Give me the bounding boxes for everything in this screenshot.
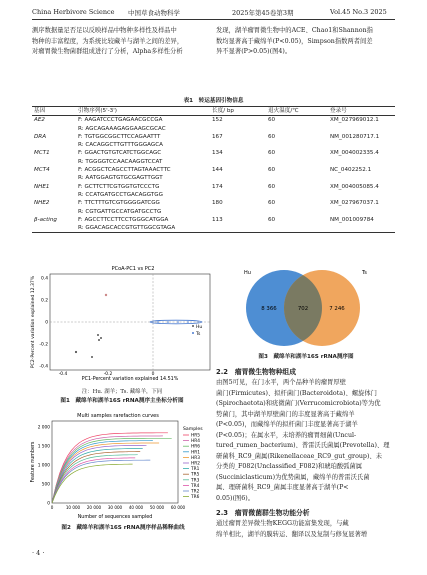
pca-ytick-label: -0.4 xyxy=(39,364,48,370)
gene-cell-empty xyxy=(32,125,76,133)
primer-reverse-cell: R: CGTGATTGCCATGATGCCTG xyxy=(78,208,162,215)
pca-point-hu xyxy=(105,294,107,296)
table1-caption: 表1 转运基因引物信息 xyxy=(183,98,244,104)
empty-cell xyxy=(266,158,328,166)
empty-cell xyxy=(328,208,395,216)
empty-cell xyxy=(210,224,266,233)
primer-forward-cell: F: AAGATCCCTGAGAACGCCGA xyxy=(78,117,163,124)
temp-cell: 60 xyxy=(268,117,276,124)
primer-reverse-cell: R: CCATGATGCCTGACAGGTGG xyxy=(78,191,163,198)
primer-reverse-cell: R: CACAGGCTTGTTTGGGAGCA xyxy=(78,142,163,149)
pca-ytick-label: 0.2 xyxy=(41,298,48,304)
col-header-gene: 基因 xyxy=(32,107,76,116)
pca-legend-ts: Ts xyxy=(196,332,201,337)
pca-caption: 图1 藏绵羊和湖羊16S rRNA测序主坐标分析图 xyxy=(60,398,184,404)
accession-cell: XM_004002335.4 xyxy=(330,150,379,157)
empty-cell xyxy=(328,224,395,233)
accession-cell: XM_027969012.1 xyxy=(330,117,379,124)
pca-hu-points xyxy=(75,294,107,358)
empty-cell xyxy=(210,125,266,133)
table-row xyxy=(32,141,395,149)
empty-cell xyxy=(266,191,328,199)
rarefaction-plot xyxy=(28,410,214,520)
rarefaction-ylabel: Feature numbers xyxy=(31,441,36,483)
pca-title: PCoA-PC1 vs PC2 xyxy=(111,266,155,272)
gene-cell: MCT1 xyxy=(34,150,50,157)
top-right-paragraph: 发现，湖羊瘤胃微生物中的ACE、Chao1和Shannon指 数均显著高于藏绵羊(P<0.05)，Simpson指数两者间差 异不显著(P>0.05)(图4)。 xyxy=(216,27,373,55)
table-row xyxy=(32,208,395,216)
rarefaction-xtick-label: 10 000 xyxy=(65,505,81,510)
temp-cell: 60 xyxy=(268,150,276,157)
rarefaction-legend-label: TR5 xyxy=(191,472,200,478)
rarefaction-legend-label: HR3 xyxy=(191,455,200,461)
rarefaction-caption: 图2 藏绵羊和湖羊16S rRNA测序样品稀释曲线 xyxy=(61,525,185,531)
pca-note: 注：Hu. 湖羊；Ts. 藏绵羊，下同 xyxy=(81,389,163,395)
primer-forward-cell: F: TGTGGCGGCTTCCAGAATTT xyxy=(78,133,161,140)
gene-cell-empty xyxy=(32,224,76,233)
rarefaction-legend-label: HR1 xyxy=(191,450,200,456)
pca-ytick-label: 0.4 xyxy=(41,276,48,282)
length-cell: 152 xyxy=(212,117,223,124)
empty-cell xyxy=(328,158,395,166)
pca-frame xyxy=(50,274,210,370)
venn-caption: 图3 藏绵羊和湖羊16S rRNA测序图 xyxy=(258,354,354,360)
section-2-3-body: 通过瘤胃差异微生物KEGG功能富集发现，与藏 绵羊相比，湖羊的膜转运、翻译以及复制与修复显著增 xyxy=(216,520,368,538)
rarefaction-legend-label: TR2 xyxy=(191,489,200,495)
pca-point-ts xyxy=(187,321,189,323)
accession-cell: NM_001280717.1 xyxy=(330,133,380,140)
table-row xyxy=(32,116,395,125)
pca-xtick-label: -0.2 xyxy=(103,372,113,377)
empty-cell xyxy=(328,191,395,199)
table-row xyxy=(32,191,395,199)
empty-cell xyxy=(328,125,395,133)
temp-cell: 60 xyxy=(268,216,276,223)
gene-cell-empty xyxy=(32,208,76,216)
issue-cn: 2025年第45卷第3期 xyxy=(232,9,294,17)
empty-cell xyxy=(266,125,328,133)
pca-point-hu xyxy=(98,339,100,341)
rarefaction-legend-label: HR4 xyxy=(191,439,200,445)
table-row xyxy=(32,224,395,233)
rarefaction-legend-label: HR5 xyxy=(191,433,200,439)
rarefaction-legend-label: TR3 xyxy=(191,478,200,484)
empty-cell xyxy=(266,224,328,233)
accession-cell: XM_027967037.1 xyxy=(330,200,379,207)
table-row xyxy=(32,133,395,141)
primer-table xyxy=(32,106,395,233)
section-2-2-body: 由图5可见，在门水平，两个品种羊的瘤胃厚壁 菌门(Firmicutes)、拟杆菌门(Bacteroidota)、螺旋体门 (Spirochaetota)和疣微菌门(Verrucomicrobiota)等为优 势菌门，其中湖羊厚壁菌门的丰度显著高于藏绵羊 (P<0.05)，而藏绵羊的拟杆菌门丰度显著高于湖羊 (P<0.05)；在属水平，未培养的瘤胃细菌(Uncul- tured_rumen_bacterium)、普雷沃氏菌属(Prevotella)、理 研菌科_RC9_菌属(Rikenellaceae_RC9_gut_group)、未 分类的_F082(Unclassified_F082)和琥珀酸弧菌属 (Succiniclasticum)为优势菌属，藏绵羊的普雷沃氏菌 属、理研菌科_RC9_菌属丰度显著高于湖羊(P< 0.05)(图6)。 xyxy=(216,379,390,502)
empty-cell xyxy=(266,208,328,216)
pca-legend-ts-marker xyxy=(192,332,194,334)
pca-xtick-label: -0.4 xyxy=(58,372,68,377)
pca-xtick-label: 0 xyxy=(151,372,155,377)
pca-point-ts xyxy=(167,321,169,323)
primer-reverse-cell: R: AATGGAGTGTGCGAGTTGGT xyxy=(78,175,163,182)
empty-cell xyxy=(266,141,328,149)
pca-legend-hu: Hu xyxy=(196,325,203,330)
empty-cell xyxy=(266,174,328,182)
rarefaction-ytick-label: 0 xyxy=(47,501,50,507)
rarefaction-legend-label: HR2 xyxy=(191,461,200,467)
rarefaction-ytick-label: 2 000 xyxy=(37,425,50,431)
empty-cell xyxy=(210,191,266,199)
venn-shared-count: 702 xyxy=(297,306,309,312)
table-row xyxy=(32,216,395,224)
primer-forward-cell: F: AGCCTTCCTTCCTGGGCATGGA xyxy=(78,216,169,223)
pca-point-hu xyxy=(91,356,93,358)
venn-label-hu: Hu xyxy=(244,270,251,276)
rarefaction-title: Multi samples rarefaction curves xyxy=(77,413,159,419)
rarefaction-xtick-label: 60 000 xyxy=(170,505,186,510)
pca-point-hu xyxy=(97,334,99,336)
length-cell: 180 xyxy=(212,200,223,207)
rarefaction-legend-label: TR4 xyxy=(191,483,200,489)
gene-cell: NHE1 xyxy=(34,183,50,190)
rarefaction-curve xyxy=(52,443,159,503)
rarefaction-curve xyxy=(52,460,150,503)
rarefaction-xtick-label: 0 xyxy=(50,505,54,510)
empty-cell xyxy=(210,141,266,149)
table-row xyxy=(32,149,395,157)
venn-right-count: 7 246 xyxy=(329,306,345,312)
gene-cell: β-acting xyxy=(34,216,57,223)
pca-point-ts xyxy=(157,321,159,323)
rarefaction-xtick-label: 30 000 xyxy=(107,505,123,510)
journal-name-en: China Herbivore Science xyxy=(32,8,115,16)
col-header-accession: 登录号 xyxy=(328,107,395,116)
table-row xyxy=(32,174,395,182)
col-header-primer: 引物序列(5'-3') xyxy=(76,107,210,116)
primer-reverse-cell: R: AGCAGAAAGAGGAAGCGCAC xyxy=(78,125,166,132)
empty-cell xyxy=(328,174,395,182)
pca-legend-hu-marker xyxy=(192,325,194,327)
rarefaction-xtick-label: 40 000 xyxy=(128,505,144,510)
rarefaction-legend-label: HR6 xyxy=(191,444,200,450)
empty-cell xyxy=(210,208,266,216)
length-cell: 144 xyxy=(212,167,223,174)
journal-name-cn: 中国草食动物科学 xyxy=(128,9,180,17)
pca-legend xyxy=(192,324,202,337)
gene-cell: MCT4 xyxy=(34,167,50,174)
header-rule xyxy=(32,19,395,20)
gene-cell: DRA xyxy=(34,133,47,140)
gene-cell-empty xyxy=(32,141,76,149)
rarefaction-legend-title: Samples xyxy=(183,427,203,432)
page-number: · 4 · xyxy=(32,549,45,557)
col-header-temp: 退火温度/℃ xyxy=(266,107,328,116)
rarefaction-legend-label: TR1 xyxy=(191,467,200,473)
rarefaction-ytick-label: 1 500 xyxy=(37,444,50,450)
primer-forward-cell: F: ACGGCTCAGCCTTAGTAAACTTC xyxy=(78,167,171,174)
rarefaction-ytick-label: 500 xyxy=(41,482,50,488)
table-row xyxy=(32,125,395,133)
venn-diagram xyxy=(214,262,396,350)
empty-cell xyxy=(210,174,266,182)
primer-reverse-cell: R: TGGGGTCCAACAAGGTCCAT xyxy=(78,158,163,165)
rarefaction-ytick-label: 1 000 xyxy=(37,463,50,469)
gene-cell-empty xyxy=(32,158,76,166)
table-row xyxy=(32,183,395,191)
gene-cell: AE2 xyxy=(34,117,45,124)
rarefaction-xtick-label: 20 000 xyxy=(86,505,102,510)
top-left-paragraph: 测序数据量足否足以反映样品中物种多样性及样品中 物种的丰富程度，为系统比较藏羊与湖羊之间的差异， 对瘤胃微生物菌群组成进行了分析，Alpha多样性分析 xyxy=(32,27,184,55)
col-header-length: 长度/ bp xyxy=(210,107,266,116)
issue-en: Vol.45 No.3 2025 xyxy=(330,8,387,16)
primer-forward-cell: F: GGACTGTGTCATCTGGCAGC xyxy=(78,150,162,157)
pca-ylabel: PC2-Percent variation explained 12.37% xyxy=(31,275,36,369)
gene-cell-empty xyxy=(32,174,76,182)
section-2-2-heading: 2.2 瘤胃微生物物种组成 xyxy=(216,368,297,376)
section-2-3-heading: 2.3 瘤胃微菌群生物功能分析 xyxy=(216,509,310,517)
accession-cell: XM_004005085.4 xyxy=(330,183,379,190)
pca-plot xyxy=(28,262,213,387)
pca-ytick-label: -0.2 xyxy=(39,342,48,348)
pca-xlabel: PC1-Percent variation explained 14.51% xyxy=(81,377,179,382)
table-row xyxy=(32,158,395,166)
primer-forward-cell: F: TTCTTTGTCGTGGGGATCGG xyxy=(78,200,160,207)
primer-forward-cell: F: GCTTCTTCGTGGTGTCCCTG xyxy=(78,183,160,190)
pca-point-ts xyxy=(177,321,179,323)
pca-point-hu xyxy=(75,351,77,353)
pca-point-hu xyxy=(100,337,102,339)
rarefaction-legend-label: TR6 xyxy=(191,495,200,501)
table-row xyxy=(32,199,395,207)
temp-cell: 60 xyxy=(268,133,276,140)
primer-reverse-cell: R: GGACAGCACCGTGTTGGCGTAGA xyxy=(76,224,210,233)
length-cell: 174 xyxy=(212,183,223,190)
gene-cell: NHE2 xyxy=(34,200,50,207)
empty-cell xyxy=(210,158,266,166)
venn-left-count: 8 366 xyxy=(261,306,277,312)
pca-ytick-label: 0 xyxy=(45,320,48,326)
length-cell: 134 xyxy=(212,150,223,157)
length-cell: 113 xyxy=(212,216,223,223)
rarefaction-xtick-label: 50 000 xyxy=(149,505,165,510)
venn-label-ts: Ts xyxy=(362,270,367,276)
gene-cell-empty xyxy=(32,191,76,199)
temp-cell: 60 xyxy=(268,200,276,207)
rarefaction-xlabel: Number of sequences sampled xyxy=(77,515,153,520)
accession-cell: NM_001009784 xyxy=(330,216,374,223)
empty-cell xyxy=(328,141,395,149)
length-cell: 167 xyxy=(212,133,223,140)
accession-cell: NC_0402252.1 xyxy=(330,167,372,174)
temp-cell: 60 xyxy=(268,167,276,174)
temp-cell: 60 xyxy=(268,183,276,190)
table-row xyxy=(32,166,395,174)
